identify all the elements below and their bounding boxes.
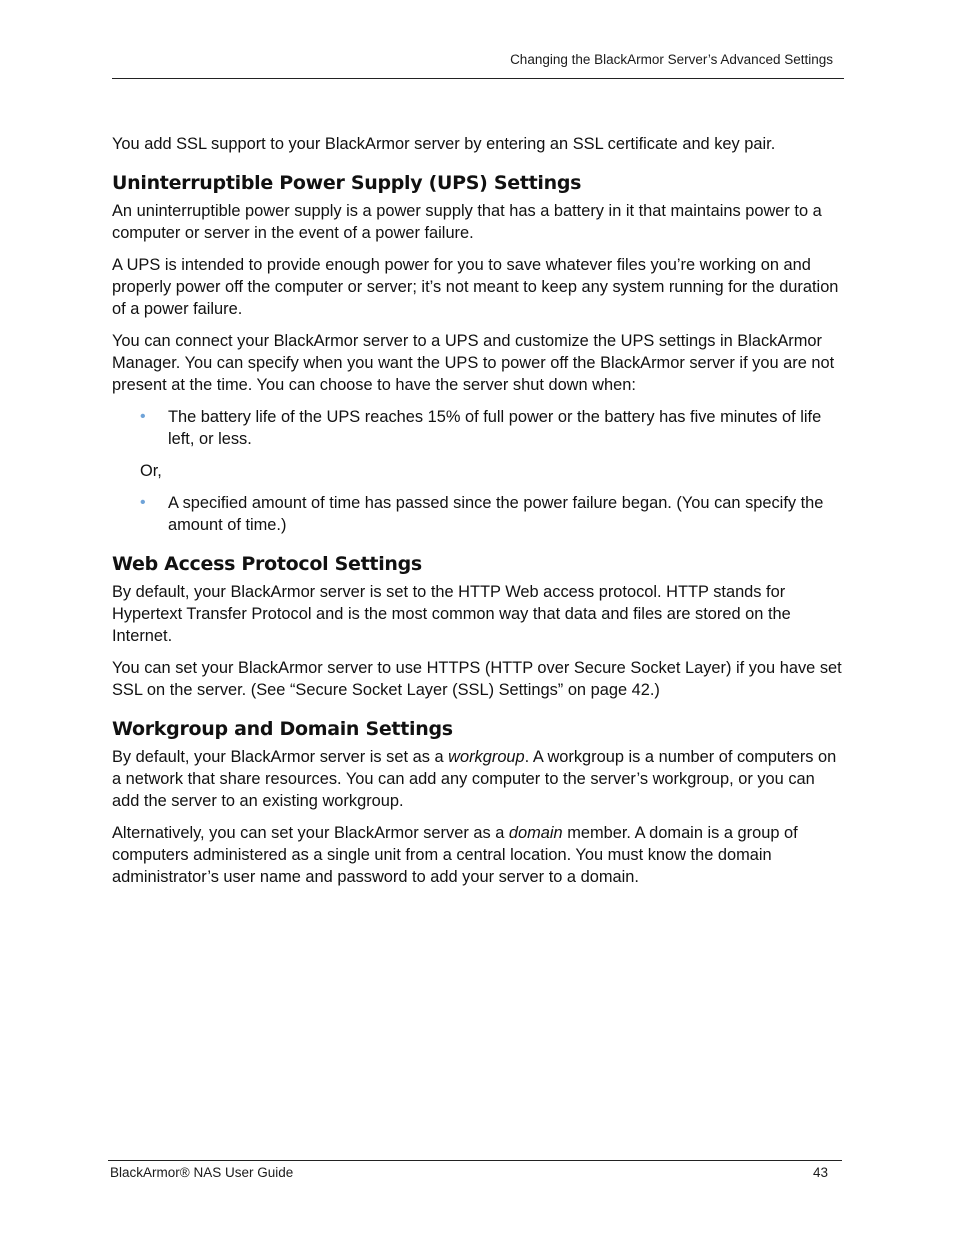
workgroup-p1-end: . A workgroup is a number of computers on a network that share resources. You can add any computer to the server’s workgroup, or you can add the server to an existing workgroup. (112, 748, 837, 810)
running-header: Changing the BlackArmor Server’s Advanced Settings (510, 52, 833, 67)
footer-guide-title: BlackArmor® NAS User Guide (110, 1165, 294, 1180)
domain-term: domain (508, 824, 563, 842)
bullet-icon: • (140, 494, 146, 511)
web-heading: Web Access Protocol Settings (112, 553, 422, 575)
ups-bullet-1 (112, 406, 844, 450)
ups-or: Or, (140, 462, 162, 480)
footer-divider (108, 1160, 842, 1161)
web-paragraph-2: You can set your BlackArmor server to use HTTPS (HTTP over Secure Socket Layer) if you have set SSL on the server. (See “Secure Socket Layer (SSL) Settings” on page 42.) (112, 659, 842, 699)
ups-paragraph-1: An uninterruptible power supply is a power supply that has a battery in it that maintains power to a computer or server in the event of a power failure. (112, 202, 822, 242)
workgroup-p2-start: Alternatively, you can set your BlackArmor server as a (112, 824, 509, 842)
workgroup-heading: Workgroup and Domain Settings (112, 718, 453, 740)
ups-bullet-2 (112, 492, 844, 536)
page-body (112, 133, 844, 898)
ups-bullet-1-text: The battery life of the UPS reaches 15% of full power or the battery has five minutes of life left, or less. (168, 408, 822, 448)
workgroup-p1-start: By default, your BlackArmor server is set as a (112, 748, 449, 766)
ups-bullet-2-text: A specified amount of time has passed since the power failure began. (You can specify the amount of time.) (168, 494, 824, 534)
workgroup-paragraph-1 (112, 746, 844, 812)
bullet-icon: • (140, 408, 146, 425)
page-number: 43 (812, 1165, 828, 1180)
intro-paragraph: You add SSL support to your BlackArmor server by entering an SSL certificate and key pair. (112, 135, 776, 153)
ups-heading: Uninterruptible Power Supply (UPS) Settings (112, 172, 582, 194)
header-divider (112, 78, 844, 79)
ups-paragraph-2: A UPS is intended to provide enough power for you to save whatever files you’re working on and properly power off the computer or server; it’s not meant to keep any system running for the duration of a power failure. (112, 256, 839, 318)
workgroup-paragraph-2 (112, 822, 844, 888)
web-paragraph-1: By default, your BlackArmor server is set to the HTTP Web access protocol. HTTP stands for Hypertext Transfer Protocol and is the most common way that data and files are stored on the Internet. (112, 583, 791, 645)
ups-paragraph-3: You can connect your BlackArmor server to a UPS and customize the UPS settings in BlackArmor Manager. You can specify when you want the UPS to power off the BlackArmor server if you are not present at the time. You can choose to have the server shut down when: (112, 332, 835, 394)
workgroup-p2-end: member. A domain is a group of computers administered as a single unit from a central location. You must know the domain administrator’s user name and password to add your server to a domain. (112, 824, 798, 886)
workgroup-term: workgroup (448, 748, 525, 766)
